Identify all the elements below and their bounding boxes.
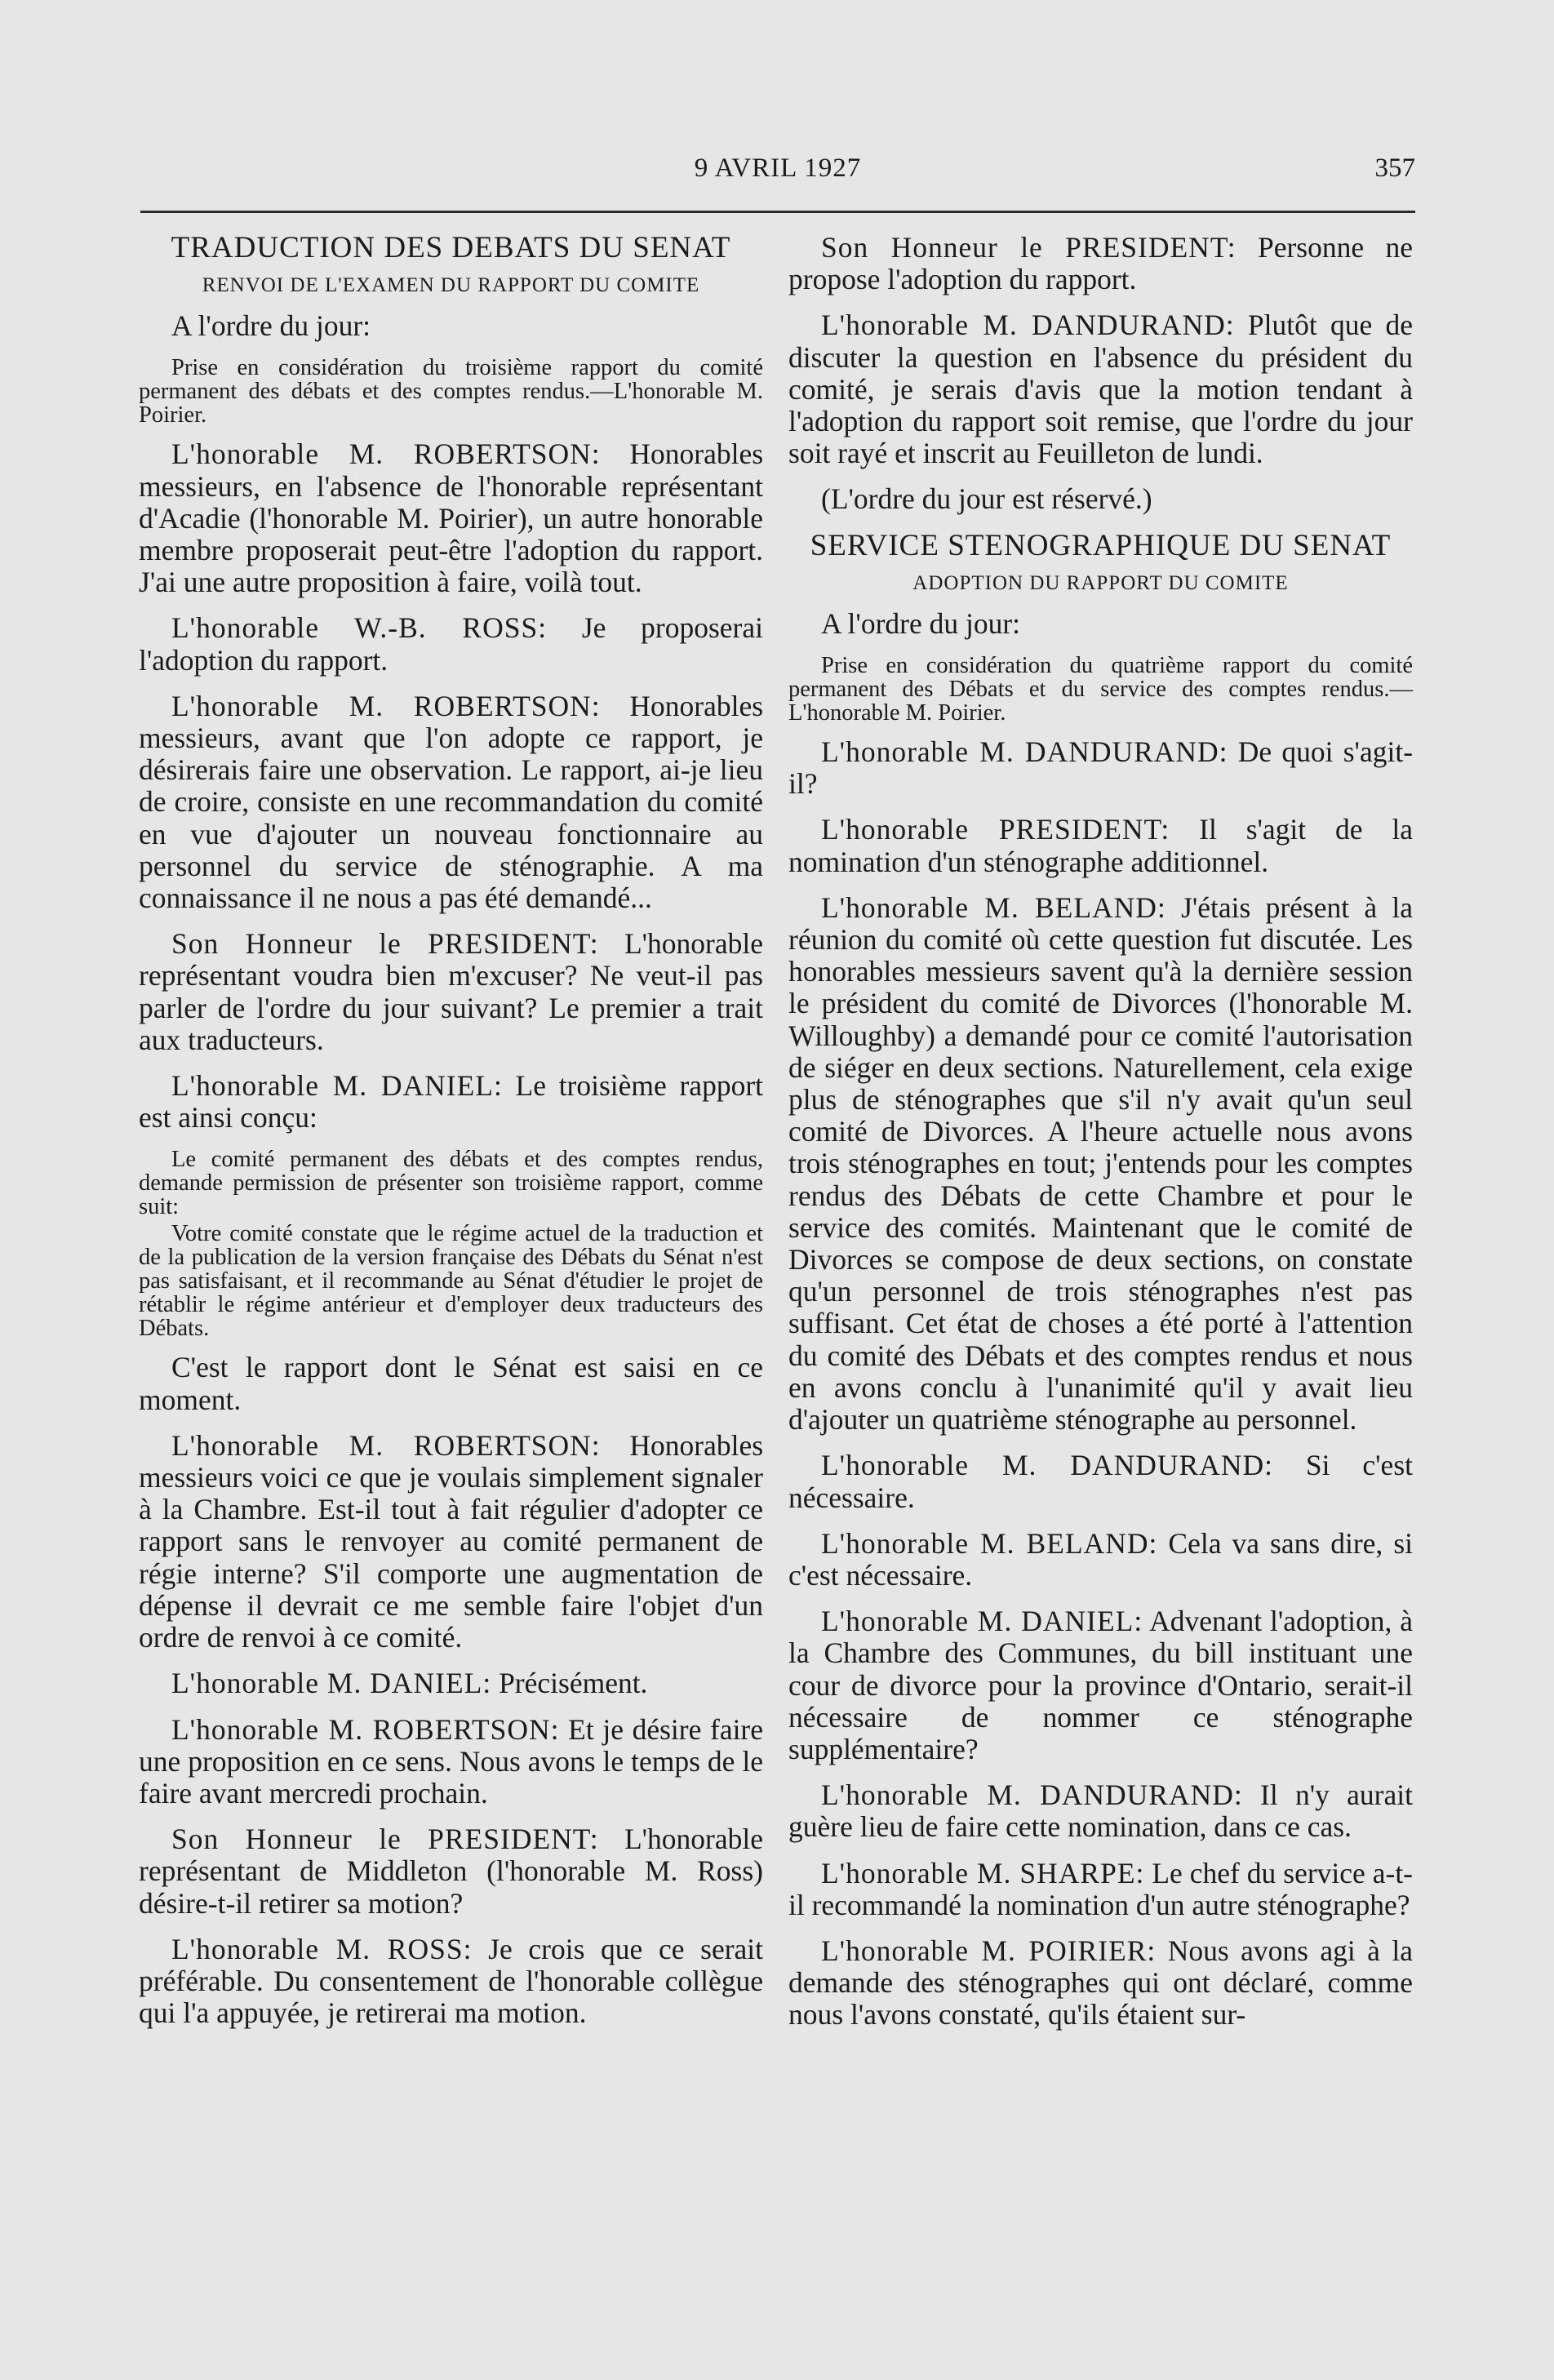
speech: [788, 736, 1413, 800]
speech-text: Honorables messieurs, avant que l'on adopte ce rapport, je désirerais faire une observation. Le rapport, ai-je lieu de croire, consiste en une recommandation du comité en vue d'ajouter un nouveau fonctionnaire au personnel du service de sténographie. A ma connaissance il ne nous a pas été demandé...: [139, 689, 764, 915]
speech-text: Nous avons agi à la demande des sténographes qui ont déclaré, comme nous l'avons constaté, qu'ils étaient sur-: [788, 1934, 1413, 2031]
speech: [788, 1935, 1413, 2031]
speaker: L'honorable M. ROSS:: [171, 1932, 473, 1965]
speaker: Son Honneur le PRESIDENT:: [821, 231, 1237, 264]
report-quote: [139, 1148, 763, 1340]
speech: [139, 612, 763, 676]
speech-text: Il n'y aurait guère lieu de faire cette nomination, dans ce cas.: [788, 1778, 1413, 1844]
speech: [139, 1667, 763, 1699]
order-of-day: A l'ordre du jour:: [821, 606, 1021, 640]
header-date: 9 AVRIL 1927: [694, 153, 862, 183]
speaker: L'honorable M. ROBERTSON:: [171, 1712, 560, 1746]
speaker: L'honorable M. BELAND:: [821, 1526, 1158, 1560]
speaker: L'honorable M. DANDURAND:: [821, 1778, 1243, 1812]
speech: [139, 1430, 763, 1654]
speech-text: Personne ne propose l'adoption du rapport.: [788, 231, 1414, 296]
speech-text: J'étais présent à la réunion du comité où cette question fut discutée. Les honorables messieurs savent qu'à la dernière session le président du comité de Divorces (l'honorable M. Willoughby) a demandé pour ce comité l'autorisation de siéger en deux sections. Naturellement, cela exige plus de sténographes que s'il n'y avait qu'un seul comité de Divorces. A l'heure actuelle nous avons trois sténographes en tout; j'entends pour les comptes rendus des Débats de cette Chambre et pour le service des comités. Maintenant que le comité de Divorces se compose de deux sections, on constate qu'un personnel de trois sténographes n'est pas suffisant. Cet état de choses a été porté à l'attention du comité des Débats et des comptes rendus et nous en avons conclu à l'unanimité qu'il y avait lieu d'ajouter un quatrième sténographe au personnel.: [788, 890, 1414, 1436]
speaker: L'honorable M. POIRIER:: [821, 1934, 1157, 1967]
right-column: [788, 232, 1413, 2045]
speech: [788, 1858, 1413, 1921]
speech: [139, 1714, 763, 1810]
speech: [788, 892, 1413, 1436]
speaker: Son Honneur le PRESIDENT:: [171, 1823, 599, 1856]
speaker: L'honorable M. BELAND:: [821, 890, 1166, 924]
speech-text: L'honorable représentant de Middleton (l'honorable M. Ross) désire-t-il retirer sa motion?: [139, 1823, 763, 1920]
section-title: TRADUCTION DES DEBATS DU SENAT: [171, 231, 731, 264]
speech: [139, 438, 763, 598]
left-column: [139, 232, 763, 2043]
speech-text: Je proposerai l'adoption du rapport.: [139, 611, 763, 677]
speech: [788, 1528, 1413, 1592]
section-subtitle: RENVOI DE L'EXAMEN DU RAPPORT DU COMITE: [202, 274, 700, 297]
speaker: L'honorable M. DANIEL:: [821, 1605, 1143, 1638]
speech-text: Honorables messieurs, en l'absence de l'honorable représentant d'Acadie (l'honorable M. Poirier), un autre honorable membre proposerait peut-être l'adoption du rapport. J'ai une autre proposition à faire, voilà tout.: [139, 437, 764, 599]
speaker: L'honorable M. DANDURAND:: [821, 735, 1228, 769]
speech: [788, 232, 1413, 295]
header-rule: [140, 211, 1415, 213]
speech-text: Plutôt que de discuter la question en l'absence du président du comité, je serais d'avis que la motion tendant à l'adoption du rapport soit remise, que l'ordre du jour soit rayé et inscrit au Feuilleton de lundi.: [788, 309, 1413, 470]
speaker: L'honorable PRESIDENT:: [821, 813, 1170, 846]
speech-text: Le chef du service a-t-il recommandé la nomination d'un autre sténographe?: [788, 1856, 1414, 1921]
speech-text: Et je désire faire une proposition en ce sens. Nous avons le temps de le faire avant mercredi prochain.: [139, 1712, 764, 1809]
speech: [788, 814, 1413, 877]
speech: [139, 1070, 763, 1134]
speech: [139, 1823, 763, 1920]
motion-text-block: [139, 356, 763, 427]
paragraph: C'est le rapport dont le Sénat est saisi en ce moment.: [139, 1351, 763, 1416]
speaker: L'honorable M. ROBERTSON:: [171, 689, 601, 722]
speech-text: Cela va sans dire, si c'est nécessaire.: [788, 1526, 1414, 1592]
speaker: Son Honneur le PRESIDENT:: [171, 927, 599, 961]
motion-text: Prise en considération du troisième rapport du comité permanent des débats et des comptes rendus.—L'honorable M. Poirier.: [139, 355, 763, 428]
speech-text: L'honorable représentant voudra bien m'excuser? Ne veut-il pas parler de l'ordre du jour suivant? Le premier a trait aux traducteurs.: [139, 927, 763, 1056]
page-header: [140, 153, 1415, 202]
report-paragraph: Votre comité constate que le régime actuel de la traduction et de la publication de la version française des Débats du Sénat n'est pas satisfaisant, et il recommande au Sénat d'étudier le projet de rétablir le régime antérieur et d'employer deux traducteurs des Débats.: [139, 1221, 763, 1342]
speech: [139, 928, 763, 1056]
report-paragraph: Le comité permanent des débats et des comptes rendus, demande permission de présenter son troisième rapport, comme suit:: [139, 1147, 763, 1220]
speaker: L'honorable M. DANIEL:: [171, 1069, 503, 1103]
speech-text: Le troisième rapport est ainsi conçu:: [139, 1069, 764, 1134]
speaker: L'honorable M. ROBERTSON:: [171, 437, 601, 471]
speech-text: Si c'est nécessaire.: [788, 1449, 1413, 1514]
paragraph: (L'ordre du jour est réservé.): [821, 482, 1152, 516]
section-title: SERVICE STENOGRAPHIQUE DU SENAT: [810, 528, 1392, 562]
motion-text-block: [788, 654, 1413, 725]
speaker: L'honorable M. SHARPE:: [821, 1856, 1145, 1889]
speech-text: De quoi s'agit-il?: [788, 735, 1414, 801]
speech: [788, 1779, 1413, 1843]
motion-text: Prise en considération du quatrième rapport du comité permanent des Débats et du service des comptes rendus.—L'honorable M. Poirier.: [788, 653, 1413, 726]
speech-text: Honorables messieurs voici ce que je voulais simplement signaler à la Chambre. Est-il tout à fait régulier d'adopter ce rapport sans le renvoyer au comité permanent de régie interne? S'il comporte une augmentation de dépense il devrait ce me semble faire l'objet d'un ordre de renvoi à ce comité.: [139, 1428, 764, 1654]
speaker: L'honorable W.-B. ROSS:: [171, 611, 548, 645]
section-subtitle: ADOPTION DU RAPPORT DU COMITE: [912, 571, 1289, 594]
speech-text: Advenant l'adoption, à la Chambre des Communes, du bill instituant une cour de divorce pour la province d'Ontario, serait-il nécessaire de nommer ce sténographe supplémentaire?: [788, 1605, 1413, 1765]
order-of-day: A l'ordre du jour:: [171, 309, 371, 343]
speech-text: Précisément.: [499, 1667, 648, 1700]
speech: [788, 1450, 1413, 1513]
speech: [139, 1934, 763, 2030]
speaker: L'honorable M. ROBERTSON:: [171, 1428, 601, 1462]
speech: [139, 690, 763, 914]
page-number: 357: [1374, 153, 1415, 183]
speaker: L'honorable M. DANDURAND:: [821, 309, 1235, 342]
speaker: L'honorable M. DANIEL:: [171, 1667, 492, 1700]
speech: [788, 1605, 1413, 1765]
speech: [788, 309, 1413, 469]
speech-text: Je crois que ce serait préférable. Du consentement de l'honorable collègue qui l'a appuyée, je retirerai ma motion.: [139, 1932, 764, 2030]
speaker: L'honorable M. DANDURAND:: [821, 1449, 1273, 1482]
speech-text: Il s'agit de la nomination d'un sténographe additionnel.: [788, 813, 1413, 878]
